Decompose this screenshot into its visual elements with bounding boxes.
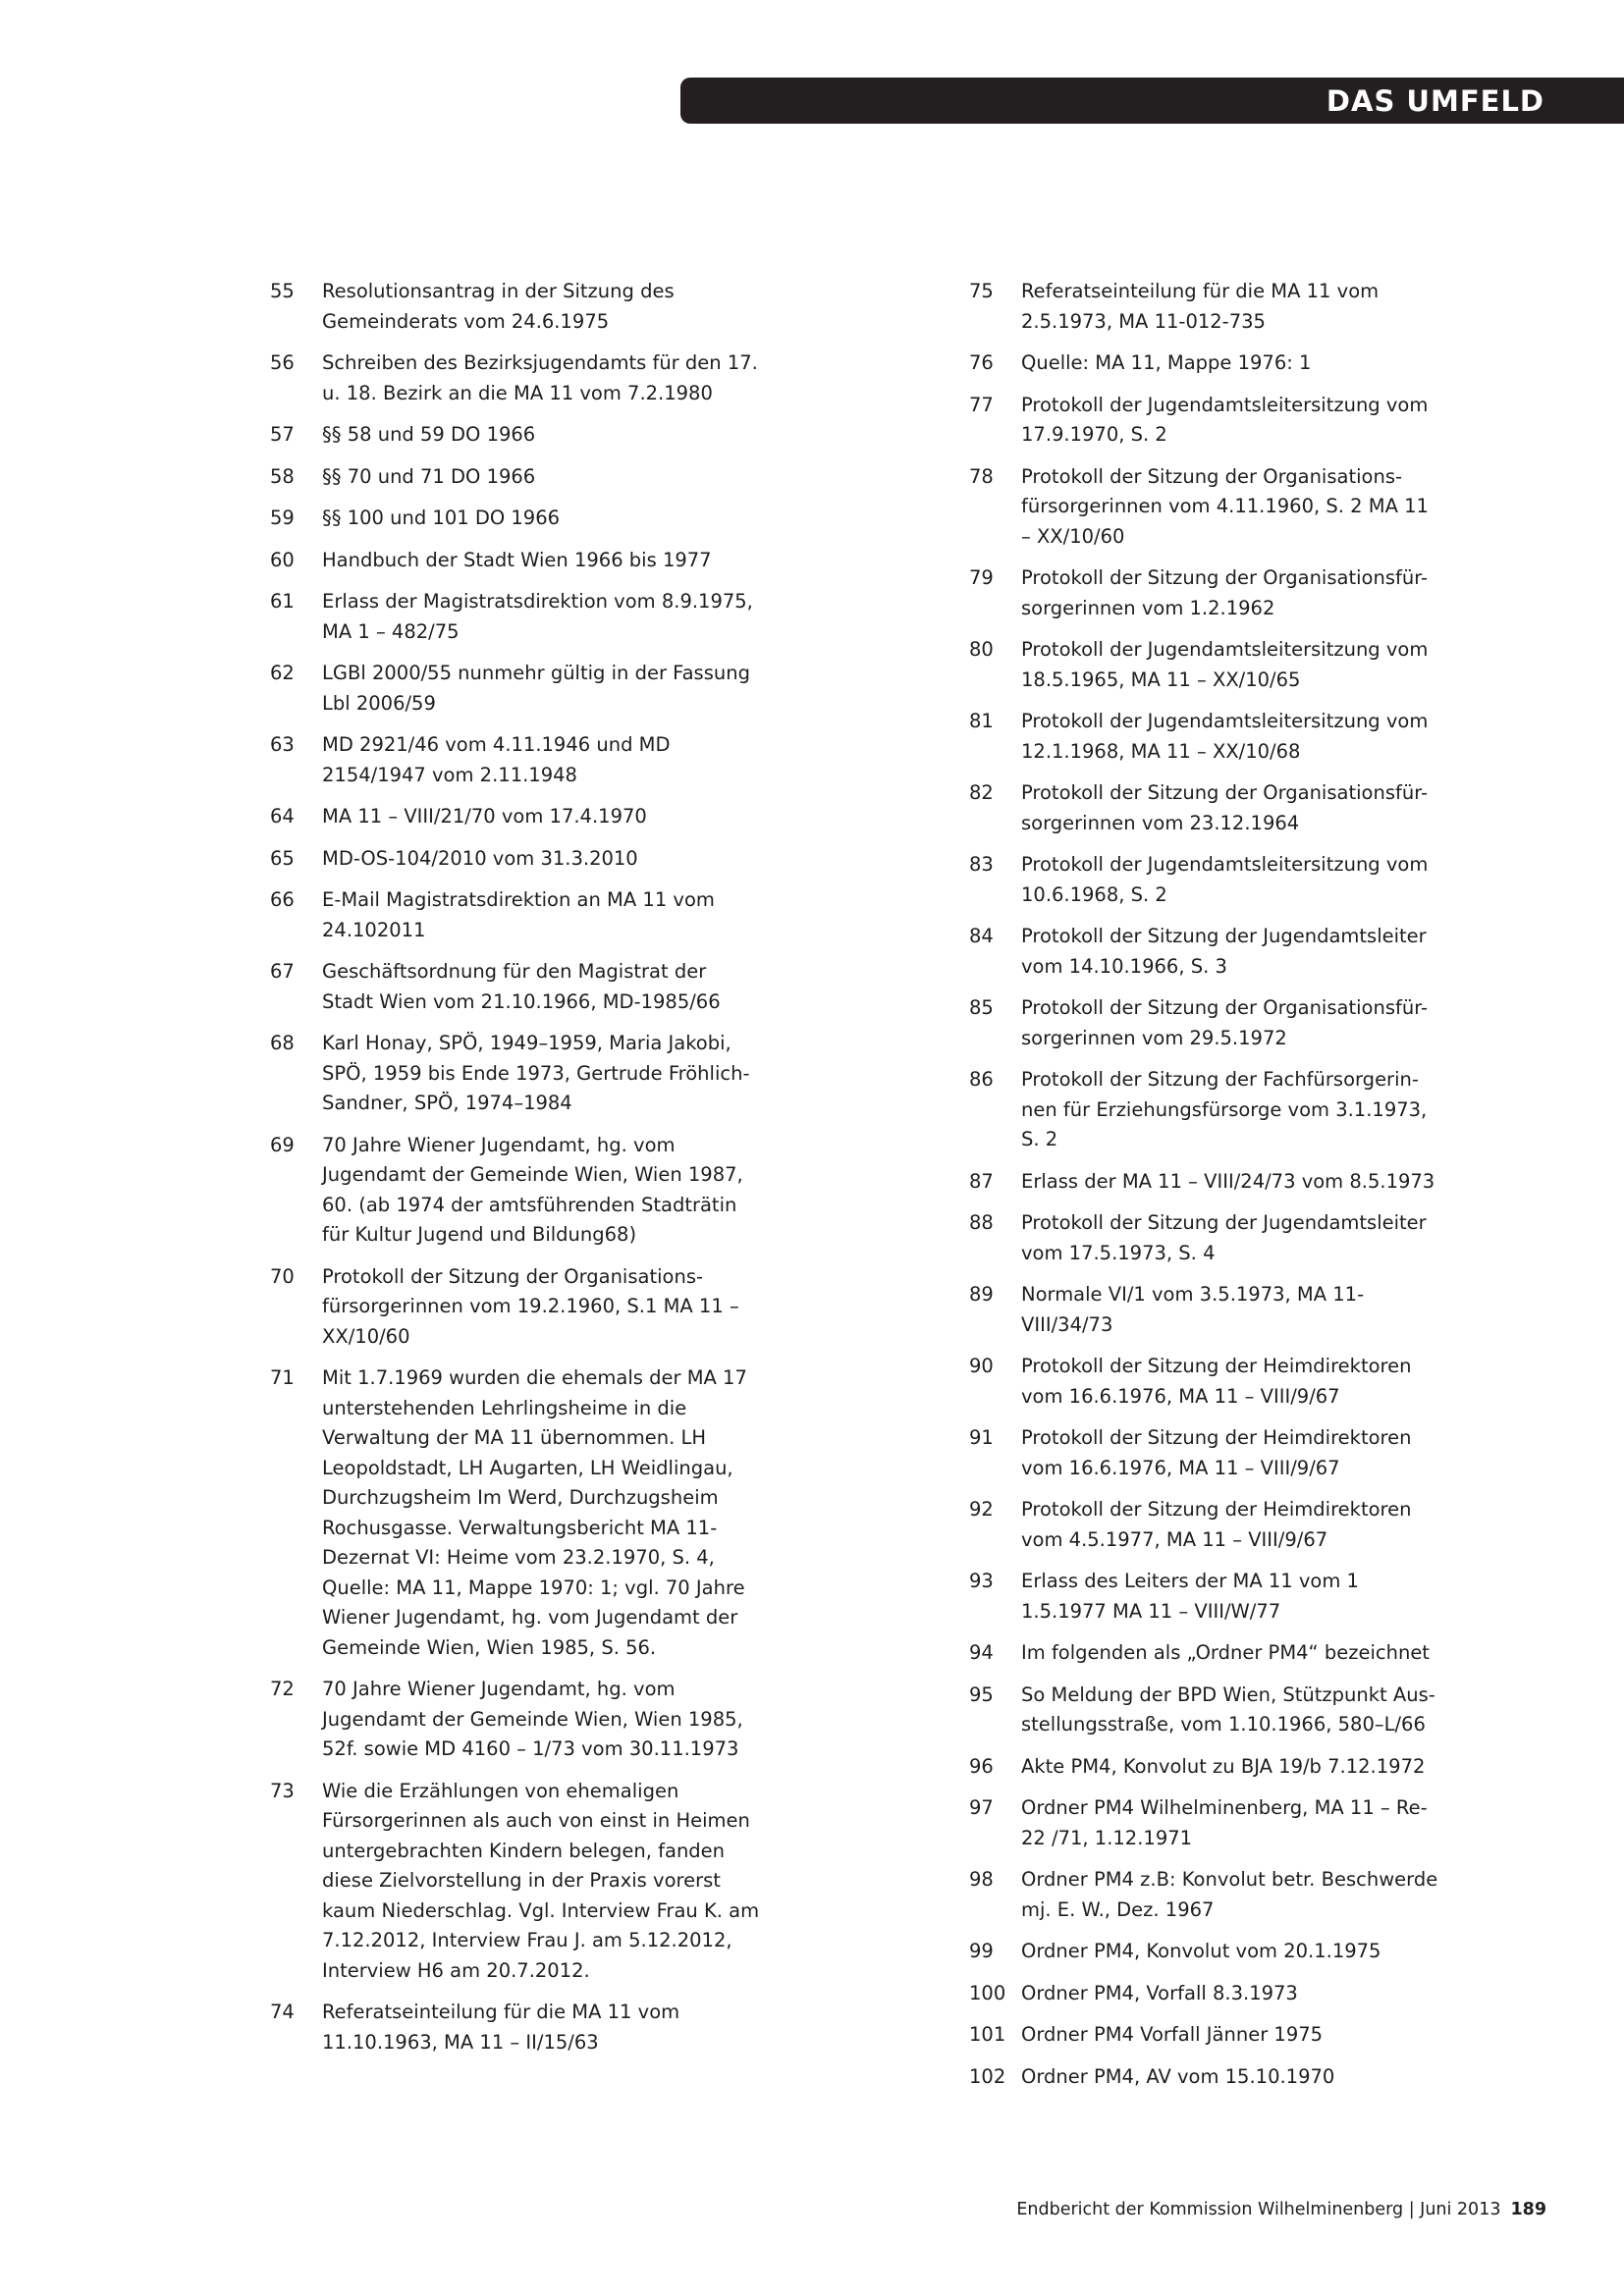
endnote-number: 94 <box>969 1641 994 1664</box>
endnote-number: 64 <box>270 805 295 828</box>
endnote-text: LGBl 2000/55 nunmehr gültig in der Fassung Lbl 2006/59 <box>322 662 750 715</box>
endnote-text: Protokoll der Sitzung der Heimdirektoren vom 4.5.1977, MA 11 – VIII/9/67 <box>1021 1498 1412 1551</box>
endnote <box>969 1423 1440 1483</box>
endnote-number: 91 <box>969 1426 994 1449</box>
endnote-text: Akte PM4, Konvolut zu BJA 19/b 7.12.1972 <box>1021 1754 1426 1778</box>
endnote-text: Protokoll der Sitzung der Jugendamtsleiter vom 14.10.1966, S. 3 <box>1021 925 1427 978</box>
endnote-number: 93 <box>969 1570 994 1592</box>
endnote <box>969 391 1440 451</box>
endnote-text: Wie die Erzählungen von ehemaligen Fürsorgerinnen als auch von einst in Heimen untergebrachten Kindern belegen, fanden diese Zielvorstellung in der Praxis vorerst kaum Niederschlag. Vgl. Interview Frau K. am 7.12.2012, Interview Frau J. am 5.12.2012, Interview H6 am 20.7.2012. <box>322 1779 760 1982</box>
endnote-number: 67 <box>270 960 295 983</box>
endnote <box>270 462 761 493</box>
endnote <box>270 844 761 875</box>
endnote <box>270 1131 761 1251</box>
endnote-text: Ordner PM4, AV vom 15.10.1970 <box>1021 2064 1335 2088</box>
endnote-number: 102 <box>969 2064 1006 2088</box>
endnote <box>969 850 1440 910</box>
endnote <box>270 1029 761 1119</box>
endnote-number: 70 <box>270 1264 295 1288</box>
endnote <box>270 546 761 576</box>
endnote-number: 88 <box>969 1211 994 1234</box>
endnote-number: 92 <box>969 1498 994 1521</box>
endnote-number: 95 <box>969 1682 994 1706</box>
endnote-number: 66 <box>270 888 295 911</box>
endnote <box>969 635 1440 695</box>
endnote <box>969 922 1440 982</box>
endnote <box>270 1363 761 1663</box>
endnote <box>969 993 1440 1053</box>
endnote <box>270 420 761 451</box>
endnote <box>969 277 1440 337</box>
endnote <box>969 1167 1440 1198</box>
endnote <box>969 707 1440 767</box>
endnote-text: §§ 70 und 71 DO 1966 <box>322 464 536 488</box>
endnote <box>270 1998 761 2057</box>
endnote-number: 75 <box>969 280 994 302</box>
notes-column-right <box>969 277 1440 2104</box>
endnote-text: §§ 100 und 101 DO 1966 <box>322 507 561 529</box>
endnote <box>969 348 1440 379</box>
endnote-text: Im folgenden als „Ordner PM4“ bezeichnet <box>1021 1641 1430 1664</box>
endnote <box>270 659 761 719</box>
endnote-number: 68 <box>270 1032 295 1054</box>
endnote <box>270 1777 761 1987</box>
endnote-number: 69 <box>270 1133 295 1156</box>
footer-text: Endbericht der Kommission Wilhelminenberg | Juni 2013 <box>1016 2200 1501 2219</box>
page-footer <box>1016 2200 1546 2219</box>
endnote-number: 60 <box>270 548 295 571</box>
section-title: DAS UMFELD <box>1326 84 1544 118</box>
endnote-text: Protokoll der Sitzung der Organisationsfür-sorgerinnen vom 23.12.1964 <box>1021 781 1429 834</box>
endnote-text: Erlass der MA 11 – VIII/24/73 vom 8.5.1973 <box>1021 1169 1435 1193</box>
endnote <box>969 563 1440 623</box>
endnote <box>270 957 761 1017</box>
endnote <box>270 802 761 832</box>
endnote-number: 62 <box>270 662 295 684</box>
endnote <box>969 1065 1440 1155</box>
endnote-text: Protokoll der Jugendamtsleitersitzung vom 12.1.1968, MA 11 – XX/10/68 <box>1021 710 1429 763</box>
endnote-text: Protokoll der Jugendamtsleitersitzung vom 17.9.1970, S. 2 <box>1021 393 1429 446</box>
endnote-number: 99 <box>969 1940 994 1962</box>
endnote-number: 71 <box>270 1366 295 1389</box>
endnote-text: Quelle: MA 11, Mappe 1976: 1 <box>1021 351 1312 374</box>
endnote-number: 83 <box>969 853 994 876</box>
endnote-number: 76 <box>969 351 994 374</box>
endnote-number: 97 <box>969 1796 994 1819</box>
endnote-text: So Meldung der BPD Wien, Stützpunkt Aus-stellungsstraße, vom 1.10.1966, 580–L/66 <box>1021 1682 1435 1735</box>
endnote-number: 59 <box>270 507 295 529</box>
endnote-text: Protokoll der Sitzung der Heimdirektoren vom 16.6.1976, MA 11 – VIII/9/67 <box>1021 1426 1412 1479</box>
endnote-text: Protokoll der Jugendamtsleitersitzung vom 18.5.1965, MA 11 – XX/10/65 <box>1021 638 1429 691</box>
endnote <box>270 1675 761 1765</box>
endnote-number: 61 <box>270 590 295 613</box>
endnote-text: Protokoll der Jugendamtsleitersitzung vom 10.6.1968, S. 2 <box>1021 853 1429 906</box>
endnote-text: Protokoll der Sitzung der Organisations-fürsorgerinnen vom 4.11.1960, S. 2 MA 11 – XX/10/60 <box>1021 464 1429 548</box>
endnote <box>270 348 761 408</box>
endnote-text: Referatseinteilung für die MA 11 vom 11.10.1963, MA 11 – II/15/63 <box>322 2001 680 2054</box>
endnote <box>969 2020 1440 2051</box>
endnote-number: 58 <box>270 464 295 488</box>
endnote-number: 79 <box>969 566 994 589</box>
endnote-text: 70 Jahre Wiener Jugendamt, hg. vom Jugendamt der Gemeinde Wien, Wien 1985, 52f. sowie MD 4160 – 1/73 vom 30.11.1973 <box>322 1678 743 1760</box>
endnote <box>969 2062 1440 2093</box>
endnote <box>969 1208 1440 1268</box>
endnote-text: Ordner PM4 Wilhelminenberg, MA 11 – Re-22 /71, 1.12.1971 <box>1021 1796 1428 1849</box>
endnote-number: 90 <box>969 1355 994 1377</box>
endnote <box>969 1937 1440 1967</box>
endnote <box>969 1567 1440 1627</box>
endnote-number: 98 <box>969 1868 994 1891</box>
endnote-text: Normale VI/1 vom 3.5.1973, MA 11-VIII/34/73 <box>1021 1283 1365 1336</box>
endnote <box>969 1352 1440 1412</box>
endnote-number: 101 <box>969 2023 1006 2046</box>
endnote <box>969 1752 1440 1783</box>
endnote <box>969 1793 1440 1853</box>
endnote-text: MD-OS-104/2010 vom 31.3.2010 <box>322 846 638 870</box>
endnote <box>270 730 761 790</box>
endnote-text: Geschäftsordnung für den Magistrat der Stadt Wien vom 21.10.1966, MD-1985/66 <box>322 960 721 1013</box>
endnote <box>969 778 1440 838</box>
endnote <box>270 587 761 647</box>
endnote-text: Protokoll der Sitzung der Jugendamtsleiter vom 17.5.1973, S. 4 <box>1021 1211 1427 1264</box>
endnote <box>969 1681 1440 1740</box>
endnote-number: 56 <box>270 351 295 374</box>
endnote-number: 85 <box>969 996 994 1019</box>
endnote-text: Protokoll der Sitzung der Organisationsfür-sorgerinnen vom 1.2.1962 <box>1021 566 1429 619</box>
endnote-text: 70 Jahre Wiener Jugendamt, hg. vom Jugendamt der Gemeinde Wien, Wien 1987, 60. (ab 1974 der amtsführenden Stadträtin für Kultur Jugend und Bildung68) <box>322 1133 743 1246</box>
endnote-text: Referatseinteilung für die MA 11 vom 2.5.1973, MA 11-012-735 <box>1021 280 1380 333</box>
endnote <box>969 1638 1440 1669</box>
endnote-text: MD 2921/46 vom 4.11.1946 und MD 2154/1947 vom 2.11.1948 <box>322 733 671 786</box>
notes-column-left <box>270 277 761 2069</box>
endnote-number: 72 <box>270 1678 295 1700</box>
section-header-bar <box>680 78 1624 124</box>
endnote-text: Resolutionsantrag in der Sitzung des Gemeinderats vom 24.6.1975 <box>322 280 675 333</box>
endnote-text: Erlass des Leiters der MA 11 vom 1 1.5.1977 MA 11 – VIII/W/77 <box>1021 1570 1359 1623</box>
endnote <box>969 1495 1440 1555</box>
endnote-number: 89 <box>969 1283 994 1306</box>
endnote <box>969 1865 1440 1925</box>
endnote-number: 82 <box>969 781 994 804</box>
endnote-number: 63 <box>270 733 295 756</box>
endnote <box>270 1262 761 1353</box>
endnote <box>969 1280 1440 1340</box>
endnote-text: Protokoll der Sitzung der Organisationsfür-sorgerinnen vom 29.5.1972 <box>1021 996 1429 1049</box>
endnote-number: 65 <box>270 846 295 870</box>
endnote-text: Mit 1.7.1969 wurden die ehemals der MA 17 unterstehenden Lehrlingsheime in die Verwaltung der MA 11 übernommen. LH Leopoldstadt, LH Augarten, LH Weidlingau, Durchzugsheim Im Werd, Durchzugsheim Rochusgasse. Verwaltungsbericht MA 11- Dezernat VI: Heime vom 23.2.1970, S. 4, Quelle: MA 11, Mappe 1970: 1; vgl. 70 Jahre Wiener Jugendamt, hg. vom Jugendamt der Gemeinde Wien, Wien 1985, S. 56. <box>322 1366 747 1659</box>
endnote-number: 96 <box>969 1754 994 1778</box>
endnote-number: 87 <box>969 1169 994 1193</box>
endnote-number: 86 <box>969 1068 994 1091</box>
endnote-text: §§ 58 und 59 DO 1966 <box>322 423 536 446</box>
endnote-number: 77 <box>969 393 994 416</box>
endnote-number: 81 <box>969 710 994 732</box>
endnote-number: 84 <box>969 925 994 947</box>
endnote-text: Protokoll der Sitzung der Organisations-fürsorgerinnen vom 19.2.1960, S.1 MA 11 – XX/10/60 <box>322 1264 739 1348</box>
endnote <box>969 462 1440 553</box>
endnote-text: Handbuch der Stadt Wien 1966 bis 1977 <box>322 548 712 571</box>
endnote-text: Protokoll der Sitzung der Heimdirektoren vom 16.6.1976, MA 11 – VIII/9/67 <box>1021 1355 1412 1408</box>
endnote <box>270 504 761 534</box>
endnote-number: 80 <box>969 638 994 661</box>
endnote-text: MA 11 – VIII/21/70 vom 17.4.1970 <box>322 805 647 828</box>
endnote-text: Ordner PM4, Konvolut vom 20.1.1975 <box>1021 1940 1381 1962</box>
endnote-text: Schreiben des Bezirksjugendamts für den 17. u. 18. Bezirk an die MA 11 vom 7.2.1980 <box>322 351 758 404</box>
endnote-number: 78 <box>969 464 994 488</box>
endnote-number: 73 <box>270 1779 295 1802</box>
endnote <box>270 277 761 337</box>
endnote-text: Karl Honay, SPÖ, 1949–1959, Maria Jakobi, SPÖ, 1959 bis Ende 1973, Gertrude Fröhlich-Sandner, SPÖ, 1974–1984 <box>322 1032 750 1114</box>
endnote-number: 55 <box>270 280 295 302</box>
endnote-text: Ordner PM4, Vorfall 8.3.1973 <box>1021 1981 1298 2004</box>
endnote-number: 57 <box>270 423 295 446</box>
endnote-number: 74 <box>270 2001 295 2023</box>
endnote-text: Protokoll der Sitzung der Fachfürsorgerin-nen für Erziehungsfürsorge vom 3.1.1973, S. 2 <box>1021 1068 1428 1150</box>
endnote-text: Erlass der Magistratsdirektion vom 8.9.1975, MA 1 – 482/75 <box>322 590 753 643</box>
endnote <box>270 885 761 945</box>
endnote <box>969 1979 1440 2009</box>
endnote-text: Ordner PM4 Vorfall Jänner 1975 <box>1021 2023 1324 2046</box>
endnote-number: 100 <box>969 1981 1006 2004</box>
page-number: 189 <box>1510 2200 1546 2219</box>
endnote-text: E-Mail Magistratsdirektion an MA 11 vom 24.102011 <box>322 888 715 941</box>
endnote-text: Ordner PM4 z.B: Konvolut betr. Beschwerde mj. E. W., Dez. 1967 <box>1021 1868 1438 1921</box>
